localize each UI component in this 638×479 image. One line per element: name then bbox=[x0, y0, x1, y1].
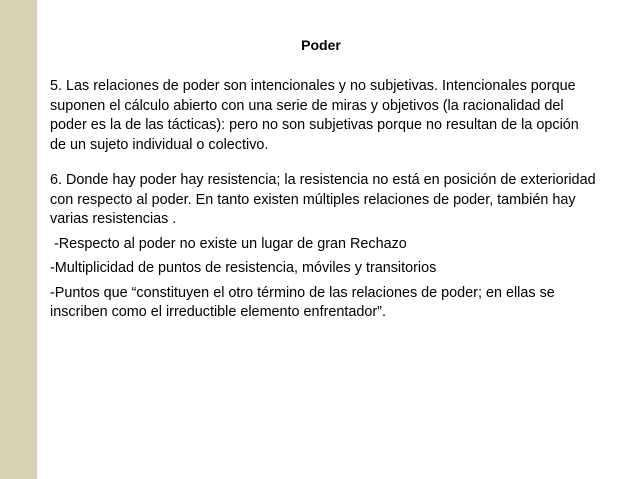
bullet-puntos: -Puntos que “constituyen el otro término de las relaciones de poder; en ellas se inscriben como el irreductible elemento enfrentador”. bbox=[50, 284, 555, 320]
paragraph-5: 5. Las relaciones de poder son intencionales y no subjetivas. Intencionales porque suponen el cálculo abierto con una serie de miras y objetivos (la racionalidad del poder es la de las tácticas): pero no son subjetivas porque no resultan de la opción de un sujeto individual o colectivo. bbox=[50, 78, 579, 153]
bullet-rechazo: -Respecto al poder no existe un lugar de gran Rechazo bbox=[54, 235, 407, 252]
slide bbox=[37, 0, 638, 479]
sidebar-decoration bbox=[0, 0, 37, 479]
bullet-multiplicidad: -Multiplicidad de puntos de resistencia, móviles y transitorios bbox=[50, 260, 437, 276]
slide-content bbox=[50, 77, 598, 323]
slide-title: Poder bbox=[301, 37, 341, 53]
paragraph-6: 6. Donde hay poder hay resistencia; la resistencia no está en posición de exterioridad con respecto al poder. En tanto existen múltiples relaciones de poder, también hay varias resistencias . bbox=[50, 172, 596, 227]
